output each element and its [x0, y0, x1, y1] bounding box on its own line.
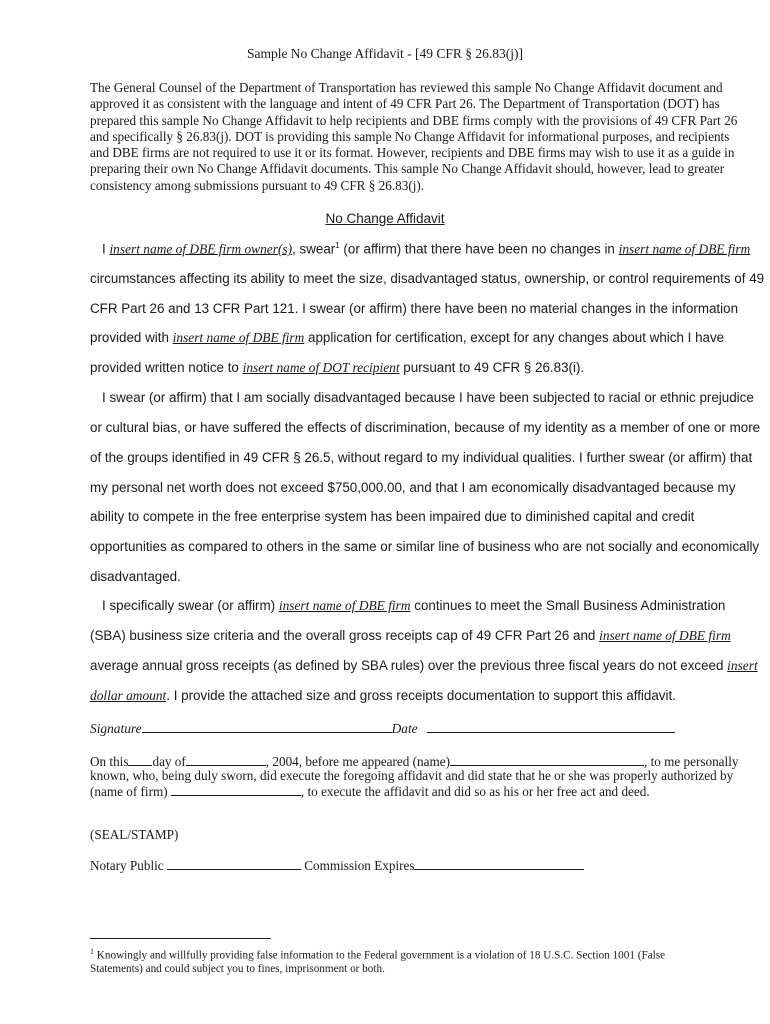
affidavit-line-10: ability to compete in the free enterprise system has been impaired due to diminished capital and credit	[90, 509, 695, 524]
affidavit-line-1	[102, 241, 750, 257]
text-run: , to execute the affidavit and did so as his or her free act and deed.	[300, 784, 650, 799]
text-run: (or affirm) that there have been no changes in	[339, 241, 619, 257]
placeholder-dot-recipient: insert name of DOT recipient	[242, 360, 400, 375]
affidavit-line-16	[90, 688, 676, 704]
affidavit-line-13	[102, 598, 725, 614]
commission-expires-field[interactable]	[414, 857, 584, 870]
text-run: , to me personally	[643, 754, 739, 769]
signature-field[interactable]	[142, 720, 392, 733]
intro-line: consistency among submissions pursuant to 49 CFR § 26.83(j).	[90, 177, 425, 193]
signature-label: Signature	[90, 721, 142, 736]
firm-name-field[interactable]	[171, 783, 301, 796]
appeared-name-field[interactable]	[450, 753, 644, 766]
affidavit-line-8: of the groups identified in 49 CFR § 26.5, without regard to my individual qualities. I further swear (or affirm) that	[90, 450, 753, 465]
text-run: . I provide the attached size and gross receipts documentation to support this affidavit.	[166, 688, 676, 703]
seal-stamp-label: (SEAL/STAMP)	[90, 827, 179, 842]
placeholder-dbe-firm: insert name of DBE firm	[599, 628, 731, 643]
text-run: average annual gross receipts (as defined by SBA rules) over the previous three fiscal years do not exceed	[90, 658, 728, 673]
date-label: Date	[391, 721, 418, 736]
day-field[interactable]	[128, 753, 152, 766]
intro-line: and specifically § 26.83(j). DOT is providing this sample No Change Affidavit for informational purposes, and recipients	[90, 128, 730, 144]
notary-line-3	[90, 783, 650, 800]
affidavit-line-11: opportunities as compared to others in the same or similar line of business who are not socially and economically	[90, 539, 760, 554]
text-run: , swear	[292, 241, 336, 257]
text-run: continues to meet the Small Business Administration	[410, 598, 726, 613]
placeholder-dollar-amount: dollar amount	[90, 688, 167, 703]
placeholder-dbe-firm: insert name of DBE firm	[172, 330, 305, 345]
signature-line	[90, 720, 675, 737]
text-run: I	[102, 241, 110, 257]
intro-line: The General Counsel of the Department of Transportation has reviewed this sample No Change Affidavit document and	[90, 80, 723, 95]
text-run: application for certification, except for any changes about which I have	[304, 330, 725, 345]
footnote-line-2: Statements) and could subject you to fines, imprisonment or both.	[90, 963, 385, 975]
notary-signature-line	[90, 857, 584, 874]
notary-public-label: Notary Public	[90, 858, 167, 873]
footnote-divider	[90, 938, 271, 939]
text-run: Knowingly and willfully providing false information to the Federal government is a violation of 18 U.S.C. Section 1001 (False	[94, 949, 666, 962]
placeholder-dollar-amount: insert	[727, 658, 758, 673]
affidavit-line-4	[90, 330, 724, 346]
intro-line: prepared this sample No Change Affidavit to help recipients and DBE firms comply with the provisions of 49 CFR Part 26	[90, 112, 738, 128]
placeholder-dbe-firm: insert name of DBE firm	[278, 598, 411, 613]
affidavit-line-14	[90, 628, 731, 644]
footnote-ref: 1	[335, 241, 340, 250]
date-field[interactable]	[427, 720, 675, 733]
affidavit-line-3: CFR Part 26 and 13 CFR Part 121. I swear (or affirm) there have been no material changes in the information	[90, 301, 739, 316]
text-run: provided written notice to	[90, 360, 243, 375]
placeholder-dbe-firm: insert name of DBE firm	[618, 241, 751, 257]
affidavit-heading: No Change Affidavit	[325, 211, 445, 226]
affidavit-line-12: disadvantaged.	[90, 569, 181, 584]
intro-paragraph	[90, 80, 738, 194]
text-run: pursuant to 49 CFR § 26.83(i).	[399, 360, 585, 375]
notary-line-2: known, who, being duly sworn, did execute the foregoing affidavit and did state that he or she was properly authorized by	[90, 768, 734, 783]
text-run: day of	[152, 754, 186, 769]
affidavit-line-7: or cultural bias, or have suffered the effects of discrimination, because of my identity as a member of one or more	[90, 420, 761, 435]
text-run: , 2004, before me appeared (name)	[265, 754, 450, 769]
text-run: I specifically swear (or affirm)	[102, 598, 279, 613]
month-field[interactable]	[186, 753, 266, 766]
text-run: (SBA) business size criteria and the overall gross receipts cap of 49 CFR Part 26 and	[90, 628, 600, 643]
commission-expires-label: Commission Expires	[300, 858, 415, 873]
notary-public-field[interactable]	[167, 857, 301, 870]
affidavit-line-15	[90, 658, 758, 674]
footnote-line-1	[90, 947, 665, 962]
intro-line: approved it as consistent with the language and intent of 49 CFR Part 26. The Department of Transportation (DOT) has	[90, 96, 720, 112]
affidavit-line-6: I swear (or affirm) that I am socially disadvantaged because I have been subjected to racial or ethnic prejudice	[102, 390, 754, 405]
text-run: (name of firm)	[90, 784, 171, 799]
text-run: On this	[90, 754, 129, 769]
affidavit-line-2: circumstances affecting its ability to meet the size, disadvantaged status, ownership, or control requirements of 49	[90, 271, 765, 286]
placeholder-dbe-firm-owner: insert name of DBE firm owner(s)	[109, 241, 293, 257]
intro-line: and DBE firms are not required to use it or its format. However, recipients and DBE firms may wish to use it as a guide in	[90, 145, 735, 161]
affidavit-line-5	[90, 360, 584, 376]
intro-line: preparing their own No Change Affidavit documents. This sample No Change Affidavit should, however, lead to greater	[90, 161, 725, 177]
text-run: provided with	[90, 330, 173, 345]
document-title: Sample No Change Affidavit - [49 CFR § 26.83(j)]	[246, 46, 524, 61]
affidavit-line-9: my personal net worth does not exceed $750,000.00, and that I am economically disadvantaged because my	[90, 480, 736, 495]
footnote-marker: 1	[90, 947, 94, 956]
